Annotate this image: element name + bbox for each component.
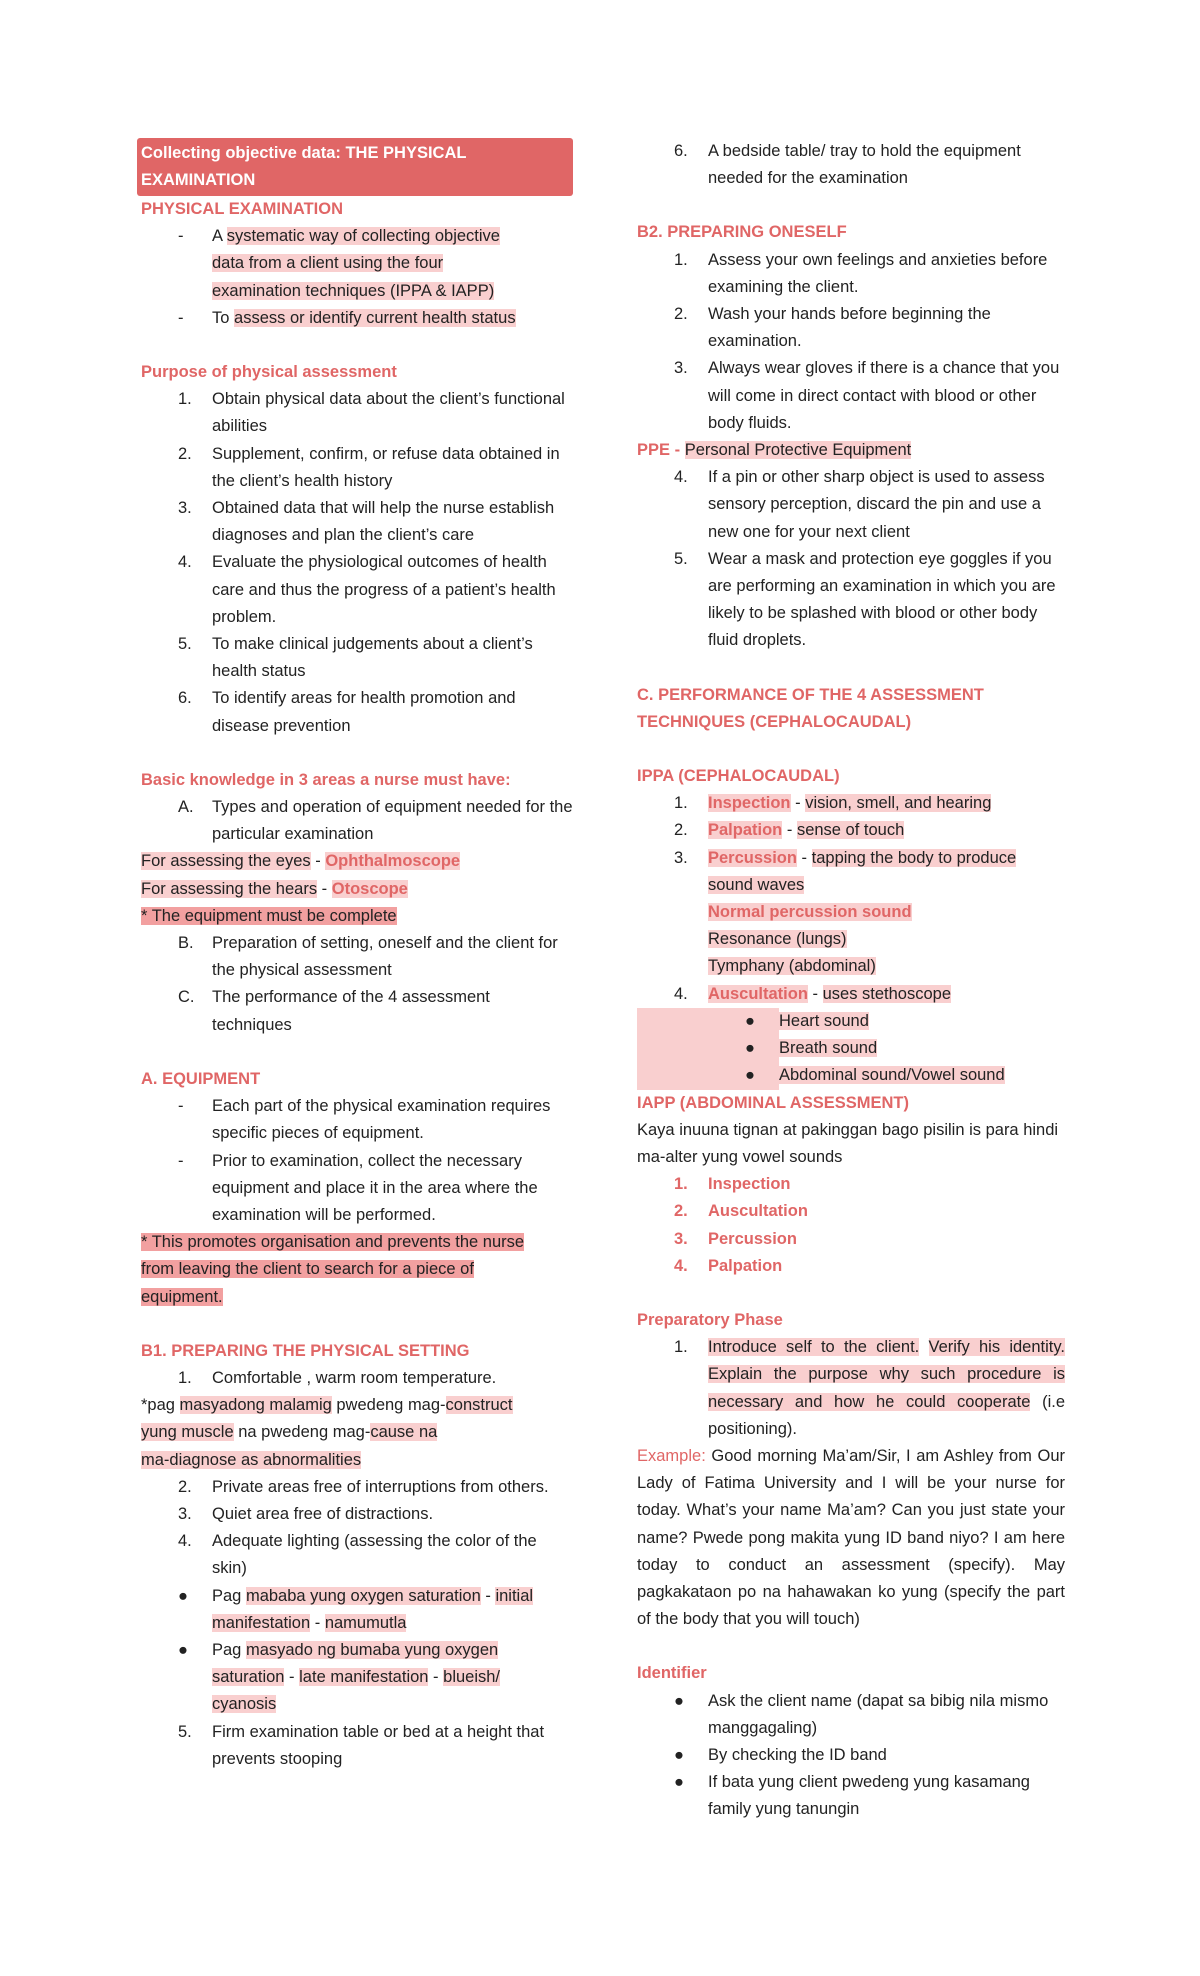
list-item: ● Abdominal sound/Vowel sound	[637, 1062, 1065, 1089]
list-item: A. Types and operation of equipment needed for the particular examination	[178, 798, 573, 844]
list-item: C. The performance of the 4 assessment techniques	[178, 988, 490, 1034]
list-item: 1. Introduce self to the client. Verify his identity. Explain the purpose why such procedure is necessary and how he could cooperate (i.e positioning).	[674, 1338, 1065, 1438]
list-item: 1. Comfortable , warm room temperature.	[178, 1368, 497, 1387]
list-item: 2. Palpation - sense of touch	[674, 821, 905, 840]
list-item: 2. Auscultation	[674, 1202, 808, 1221]
right-column	[637, 138, 1065, 1824]
list-item: 5. To make clinical judgements about a client’s health status	[178, 635, 533, 681]
identifier-heading: Identifier	[637, 1664, 707, 1683]
ears-equipment: For assessing the hears - Otoscope	[141, 879, 408, 898]
list-item: 3. Always wear gloves if there is a chance that you will come in direct contact with blood or other body fluids.	[674, 359, 1060, 432]
list-item: 4. Palpation	[674, 1256, 783, 1275]
list-item: 1. Inspection - vision, smell, and hearing	[674, 794, 992, 813]
left-column	[141, 138, 573, 1773]
list-item: - To assess or identify current health status	[178, 308, 516, 327]
list-item: ● Pag mababa yung oxygen saturation - initial manifestation - namumutla	[178, 1586, 534, 1632]
iapp-heading: IAPP (ABDOMINAL ASSESSMENT)	[637, 1093, 909, 1112]
list-item: 1. Inspection	[674, 1175, 791, 1194]
ippa-heading: IPPA (CEPHALOCAUDAL)	[637, 767, 840, 786]
iapp-note: Kaya inuuna tignan at pakinggan bago pisilin is para hindi ma-alter yung vowel sounds	[637, 1120, 1059, 1166]
b1-heading: B1. PREPARING THE PHYSICAL SETTING	[141, 1341, 470, 1360]
list-item: - Each part of the physical examination requires specific pieces of equipment.	[178, 1097, 551, 1143]
b2-heading: B2. PREPARING ONESELF	[637, 223, 847, 242]
list-item: 3. Percussion	[674, 1229, 797, 1248]
list-item: 3. Obtained data that will help the nurse establish diagnoses and plan the client’s care	[178, 499, 555, 545]
list-item: 2. Private areas free of interruptions from others.	[178, 1477, 549, 1496]
example-paragraph: Example: Good morning Ma’am/Sir, I am Ashley from Our Lady of Fatima University and I will be your nurse for today. What’s your name Ma’am? Can you just state your name? Pwede pong makita yung ID band niyo? I am here today to conduct an assessment (specify). May pagkakataon po na hahawakan ko yung (specify the part of the body that you will touch)	[637, 1446, 1065, 1629]
list-item: B. Preparation of setting, oneself and the client for the physical assessment	[178, 934, 558, 980]
list-item: 4. If a pin or other sharp object is used to assess sensory perception, discard the pin and use a new one for your next client	[674, 468, 1045, 541]
purpose-heading: Purpose of physical assessment	[141, 363, 397, 382]
list-item: 6. To identify areas for health promotion and disease prevention	[178, 689, 516, 735]
list-item: 3. Quiet area free of distractions.	[178, 1504, 434, 1523]
preparatory-heading: Preparatory Phase	[637, 1310, 783, 1329]
list-item: ● Breath sound	[637, 1035, 1065, 1062]
list-item: ● Ask the client name (dapat sa bibig nila mismo manggagaling)	[674, 1691, 1049, 1737]
c-heading: C. PERFORMANCE OF THE 4 ASSESSMENT TECHNIQUES (CEPHALOCAUDAL)	[637, 685, 984, 731]
list-item: ● If bata yung client pwedeng yung kasamang family yung tanungin	[674, 1773, 1030, 1819]
list-item: 5. Wear a mask and protection eye goggles if you are performing an examination in which you are likely to be splashed with blood or other body fluid droplets.	[674, 549, 1056, 650]
list-item: 2. Wash your hands before beginning the examination.	[674, 305, 991, 351]
ppe-definition: PPE - Personal Protective Equipment	[637, 441, 912, 460]
equipment-heading: A. EQUIPMENT	[141, 1069, 261, 1088]
pe-heading: PHYSICAL EXAMINATION	[141, 200, 343, 218]
list-item: ● Heart sound	[637, 1008, 1065, 1035]
list-item: 3. Percussion - tapping the body to produce sound waves Normal percussion sound Resonance (lungs) Tymphany (abdominal)	[674, 848, 1017, 976]
complete-note: * The equipment must be complete	[141, 906, 397, 925]
list-item: ● By checking the ID band	[674, 1745, 887, 1764]
equipment-note: * This promotes organisation and prevents the nurse from leaving the client to search for a piece of equipment.	[141, 1233, 525, 1306]
eyes-equipment: For assessing the eyes - Ophthalmoscope	[141, 852, 461, 871]
list-item: 4. Auscultation - uses stethoscope	[674, 984, 952, 1003]
basic-knowledge-heading: Basic knowledge in 3 areas a nurse must have:	[141, 770, 511, 789]
section-title: Collecting objective data: THE PHYSICAL EXAMINATION	[137, 138, 573, 196]
list-item: ● Pag masyado ng bumaba yung oxygen saturation - late manifestation - blueish/ cyanosis	[178, 1640, 501, 1714]
list-item: 1. Assess your own feelings and anxieties before examining the client.	[674, 250, 1048, 296]
list-item: 2. Supplement, confirm, or refuse data obtained in the client’s health history	[178, 444, 560, 490]
list-item: - A systematic way of collecting objective data from a client using the four examination techniques (IPPA & IAPP)	[178, 227, 500, 300]
list-item: - Prior to examination, collect the necessary equipment and place it in the area where the examination will be performed.	[178, 1151, 538, 1224]
list-item: 1. Obtain physical data about the client’s functional abilities	[178, 390, 565, 436]
list-item: 5. Firm examination table or bed at a height that prevents stooping	[178, 1722, 545, 1768]
list-item: 4. Evaluate the physiological outcomes of health care and thus the progress of a patient’s health problem.	[178, 553, 556, 626]
list-item: 4. Adequate lighting (assessing the color of the skin)	[178, 1532, 537, 1578]
temperature-note: *pag masyadong malamig pwedeng mag-construct yung muscle na pwedeng mag-cause na ma-diagnose as abnormalities	[141, 1396, 513, 1469]
list-item: 6. A bedside table/ tray to hold the equipment needed for the examination	[674, 142, 1021, 188]
